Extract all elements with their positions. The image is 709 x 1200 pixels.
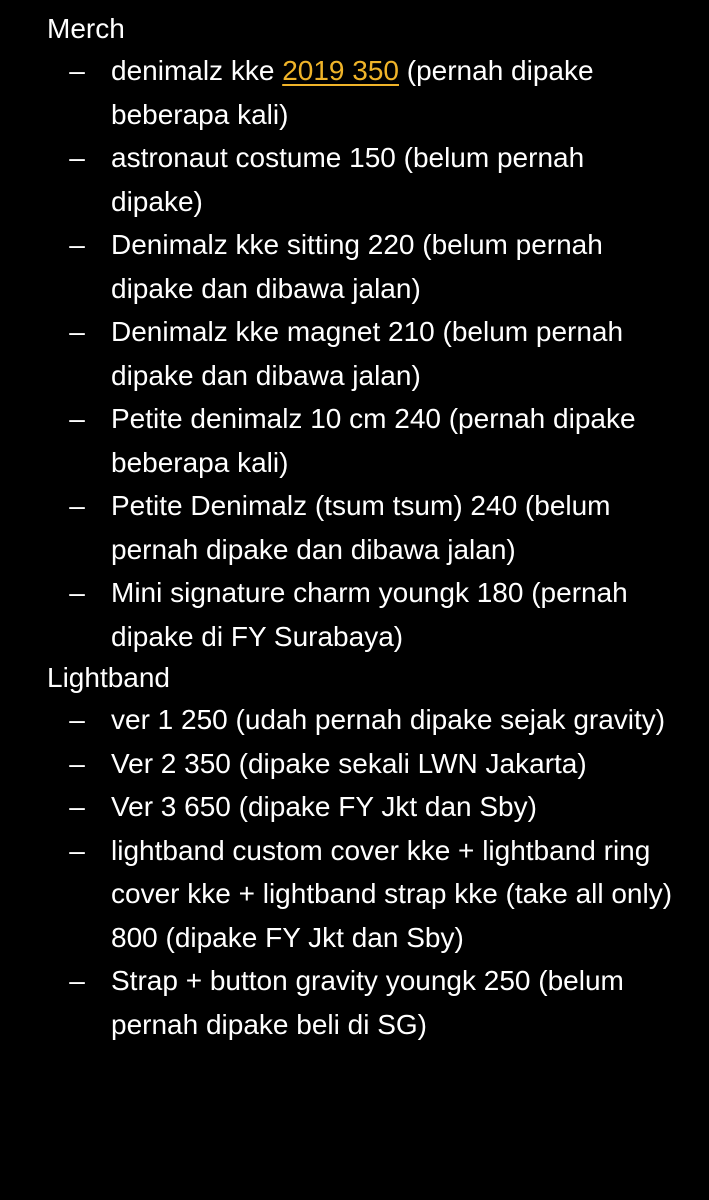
bullet-dash: – [69, 55, 85, 86]
item-text: denimalz kke [111, 55, 283, 86]
section-heading-merch: Merch [47, 13, 125, 44]
list-item [0, 397, 709, 484]
item-text: Strap + button gravity youngk 250 (belum pernah dipake beli di SG) [111, 965, 624, 1040]
item-text: Petite Denimalz (tsum tsum) 240 (belum pernah dipake dan dibawa jalan) [111, 490, 611, 565]
list-item [0, 484, 709, 571]
bullet-dash: – [69, 577, 85, 608]
item-text: Ver 2 350 (dipake sekali LWN Jakarta) [111, 747, 587, 779]
item-text: lightband custom cover kke + lightband ring cover kke + lightband strap kke (take all only) 800 (dipake FY Jkt dan Sby) [111, 834, 673, 953]
item-text: ver 1 250 (udah pernah dipake sejak gravity) [111, 704, 666, 735]
list-item [0, 49, 709, 136]
list-item [0, 959, 709, 1046]
bullet-dash: – [69, 747, 85, 779]
bullet-dash: – [69, 142, 85, 173]
item-text: Denimalz kke sitting 220 (belum pernah dipake dan dibawa jalan) [111, 229, 603, 304]
merch-list [0, 49, 709, 658]
list-item [0, 742, 709, 786]
item-text: (pernah dipake beberapa kali) [111, 55, 594, 130]
bullet-dash: – [69, 965, 85, 996]
item-text: Ver 3 650 (dipake FY Jkt dan Sby) [111, 791, 537, 822]
list-item [0, 223, 709, 310]
item-text: Denimalz kke magnet 210 (belum pernah dipake dan dibawa jalan) [111, 316, 624, 391]
list-item [0, 571, 709, 658]
bullet-dash: – [69, 229, 85, 260]
bullet-dash: – [69, 490, 85, 521]
section-heading-lightband: Lightband [47, 662, 171, 693]
list-item [0, 785, 709, 829]
lightband-list [0, 698, 709, 1046]
list-item [0, 310, 709, 397]
bullet-dash: – [69, 704, 85, 735]
bullet-dash: – [69, 791, 85, 822]
item-text: Mini signature charm youngk 180 (pernah dipake di FY Surabaya) [111, 577, 628, 652]
bullet-dash: – [69, 316, 85, 347]
item-text: Petite denimalz 10 cm 240 (pernah dipake beberapa kali) [111, 403, 636, 478]
list-item [0, 698, 709, 742]
item-text: astronaut costume 150 (belum pernah dipake) [111, 142, 585, 217]
list-item [0, 829, 709, 960]
bullet-dash: – [69, 403, 85, 434]
bullet-dash: – [69, 834, 85, 866]
list-item [0, 136, 709, 223]
detected-link[interactable]: 2019 350 [282, 55, 399, 86]
